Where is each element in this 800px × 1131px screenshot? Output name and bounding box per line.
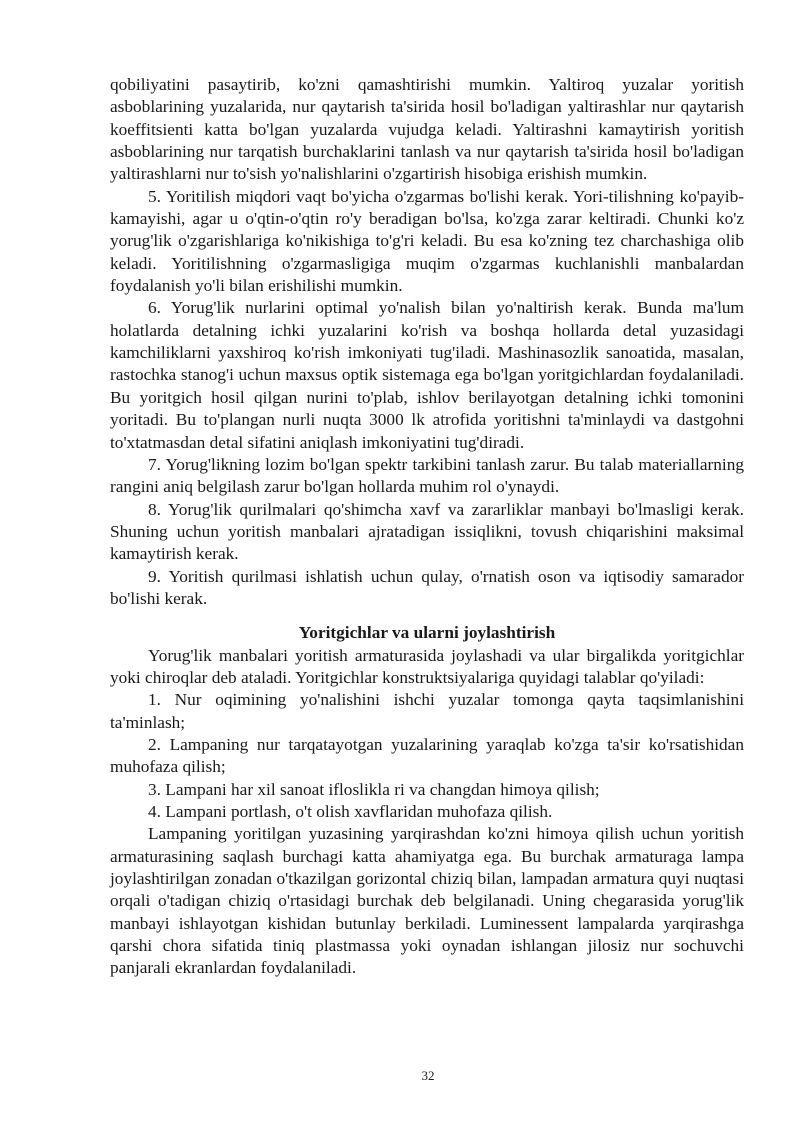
page-content — [110, 74, 744, 980]
requirement-5: 5. Yoritilish miqdori vaqt bo'yicha o'zgarmas bo'lishi kerak. Yori-tilishning ko'payib-kamayishi, agar u o'qtin-o'qtin ro'y beradigan bo'lsa, ko'zga zarar keltiradi. Chunki ko'z yorug'lik o'zgarishlariga ko'nikishiga to'g'ri keladi. Bu esa ko'zning tez charchashiga olib keladi. Yoritilishning o'zgarmasligiga muqim o'zgarmas kuchlanishli manbalardan foydalanish yo'li bilan erishilishi mumkin. — [110, 186, 744, 296]
section-intro-paragraph: Yorug'lik manbalari yoritish armaturasida joylashadi va ular birgalikda yoritgichlar yoki chiroqlar deb ataladi. Yoritgichlar konstruktsiyalariga quyidagi talablar qo'yiladi: — [110, 645, 744, 687]
paragraph-continuation: qobiliyatini pasaytirib, ko'zni qamashtirishi mumkin. Yaltiroq yuzalar yoritish asboblarining yuzalarida, nur qaytarish ta'sirida hosil bo'ladigan yaltirashlar nur qaytarish koeffitsienti katta bo'lgan yuzalarda vujudga keladi. Yaltirashni kamaytirish yoritish asboblarining nur tarqatish burchaklarini tanlash va nur qaytarish ta'sirida hosil bo'ladigan yaltirashlarni nur to'sish yo'nalishlarini o'zgartirish hisobiga erishish mumkin. — [110, 75, 744, 184]
luminaire-requirement-4: 4. Lampani portlash, o't olish xavflaridan muhofaza qilish. — [148, 802, 553, 821]
luminaire-requirement-1: 1. Nur oqimining yo'nalishini ishchi yuzalar tomonga qayta taqsimlanishini ta'minlash; — [110, 690, 744, 732]
requirement-6: 6. Yorug'lik nurlarini optimal yo'nalish bilan yo'naltirish kerak. Bunda ma'lum holatlarda detalning ichki yuzalarini ko'rish va boshqa hollarda detal yuzasidagi kamchiliklarni yaxshiroq ko'rish imkoniyati tug'iladi. Mashinasozlik sanoatida, masalan, rastochka stanog'i uchun maxsus optik sistemaga ega bo'lgan yoritgichlardan foydalaniladi. Bu yoritgich hosil qilgan nurini to'plab, ishlov berilayotgan detalning ichki tomonini yoritadi. Bu to'plangan nurli nuqta 3000 lk atrofida yoritishni ta'minlaydi va dastgohni to'xtatmasdan detal sifatini aniqlash imkoniyatini tug'diradi. — [110, 298, 744, 452]
protection-angle-paragraph: Lampaning yoritilgan yuzasining yarqirashdan ko'zni himoya qilish uchun yoritish armaturasining saqlash burchagi katta ahamiyatga ega. Bu burchak armaturaga lampa joylashtirilgan zonadan o'tkazilgan gorizontal chiziq bilan, lampadan armatura quyi nuqtasi orqali o'tadigan chiziq o'rtasidagi burchak deb belgilanadi. Uning chegarasida yorug'lik manbayi ishlayotgan kishidan butunlay berkiladi. Luminessent lampalarda yarqirashga qarshi chora sifatida tiniq plastmassa yoki oynadan ishlangan jilosiz nur sochuvchi panjarali ekranlardan foydalaniladi. — [110, 824, 744, 978]
page-number: 32 — [421, 1068, 435, 1083]
luminaire-requirement-3: 3. Lampani har xil sanoat ifloslikla ri va changdan himoya qilish; — [148, 779, 600, 799]
luminaire-requirement-2: 2. Lampaning nur tarqatayotgan yuzalarining yaraqlab ko'zga ta'sir ko'rsatishidan muhofaza qilish; — [110, 734, 744, 777]
requirement-8: 8. Yorug'lik qurilmalari qo'shimcha xavf va zararliklar manbayi bo'lmasligi kerak. Shuning uchun yoritish manbalari ajratadigan issiqlikni, tovush chiqarishini maksimal kamaytirish kerak. — [110, 499, 744, 564]
section-heading: Yoritgichlar va ularni joylashtirish — [298, 623, 556, 643]
requirement-7: 7. Yorug'likning lozim bo'lgan spektr tarkibini tanlash zarur. Bu talab materiallarning rangini aniq belgilash zarur bo'lgan hollarda muhim rol o'ynaydi. — [110, 454, 744, 497]
requirement-9: 9. Yoritish qurilmasi ishlatish uchun qulay, o'rnatish oson va iqtisodiy samarador bo'lishi kerak. — [110, 566, 744, 608]
